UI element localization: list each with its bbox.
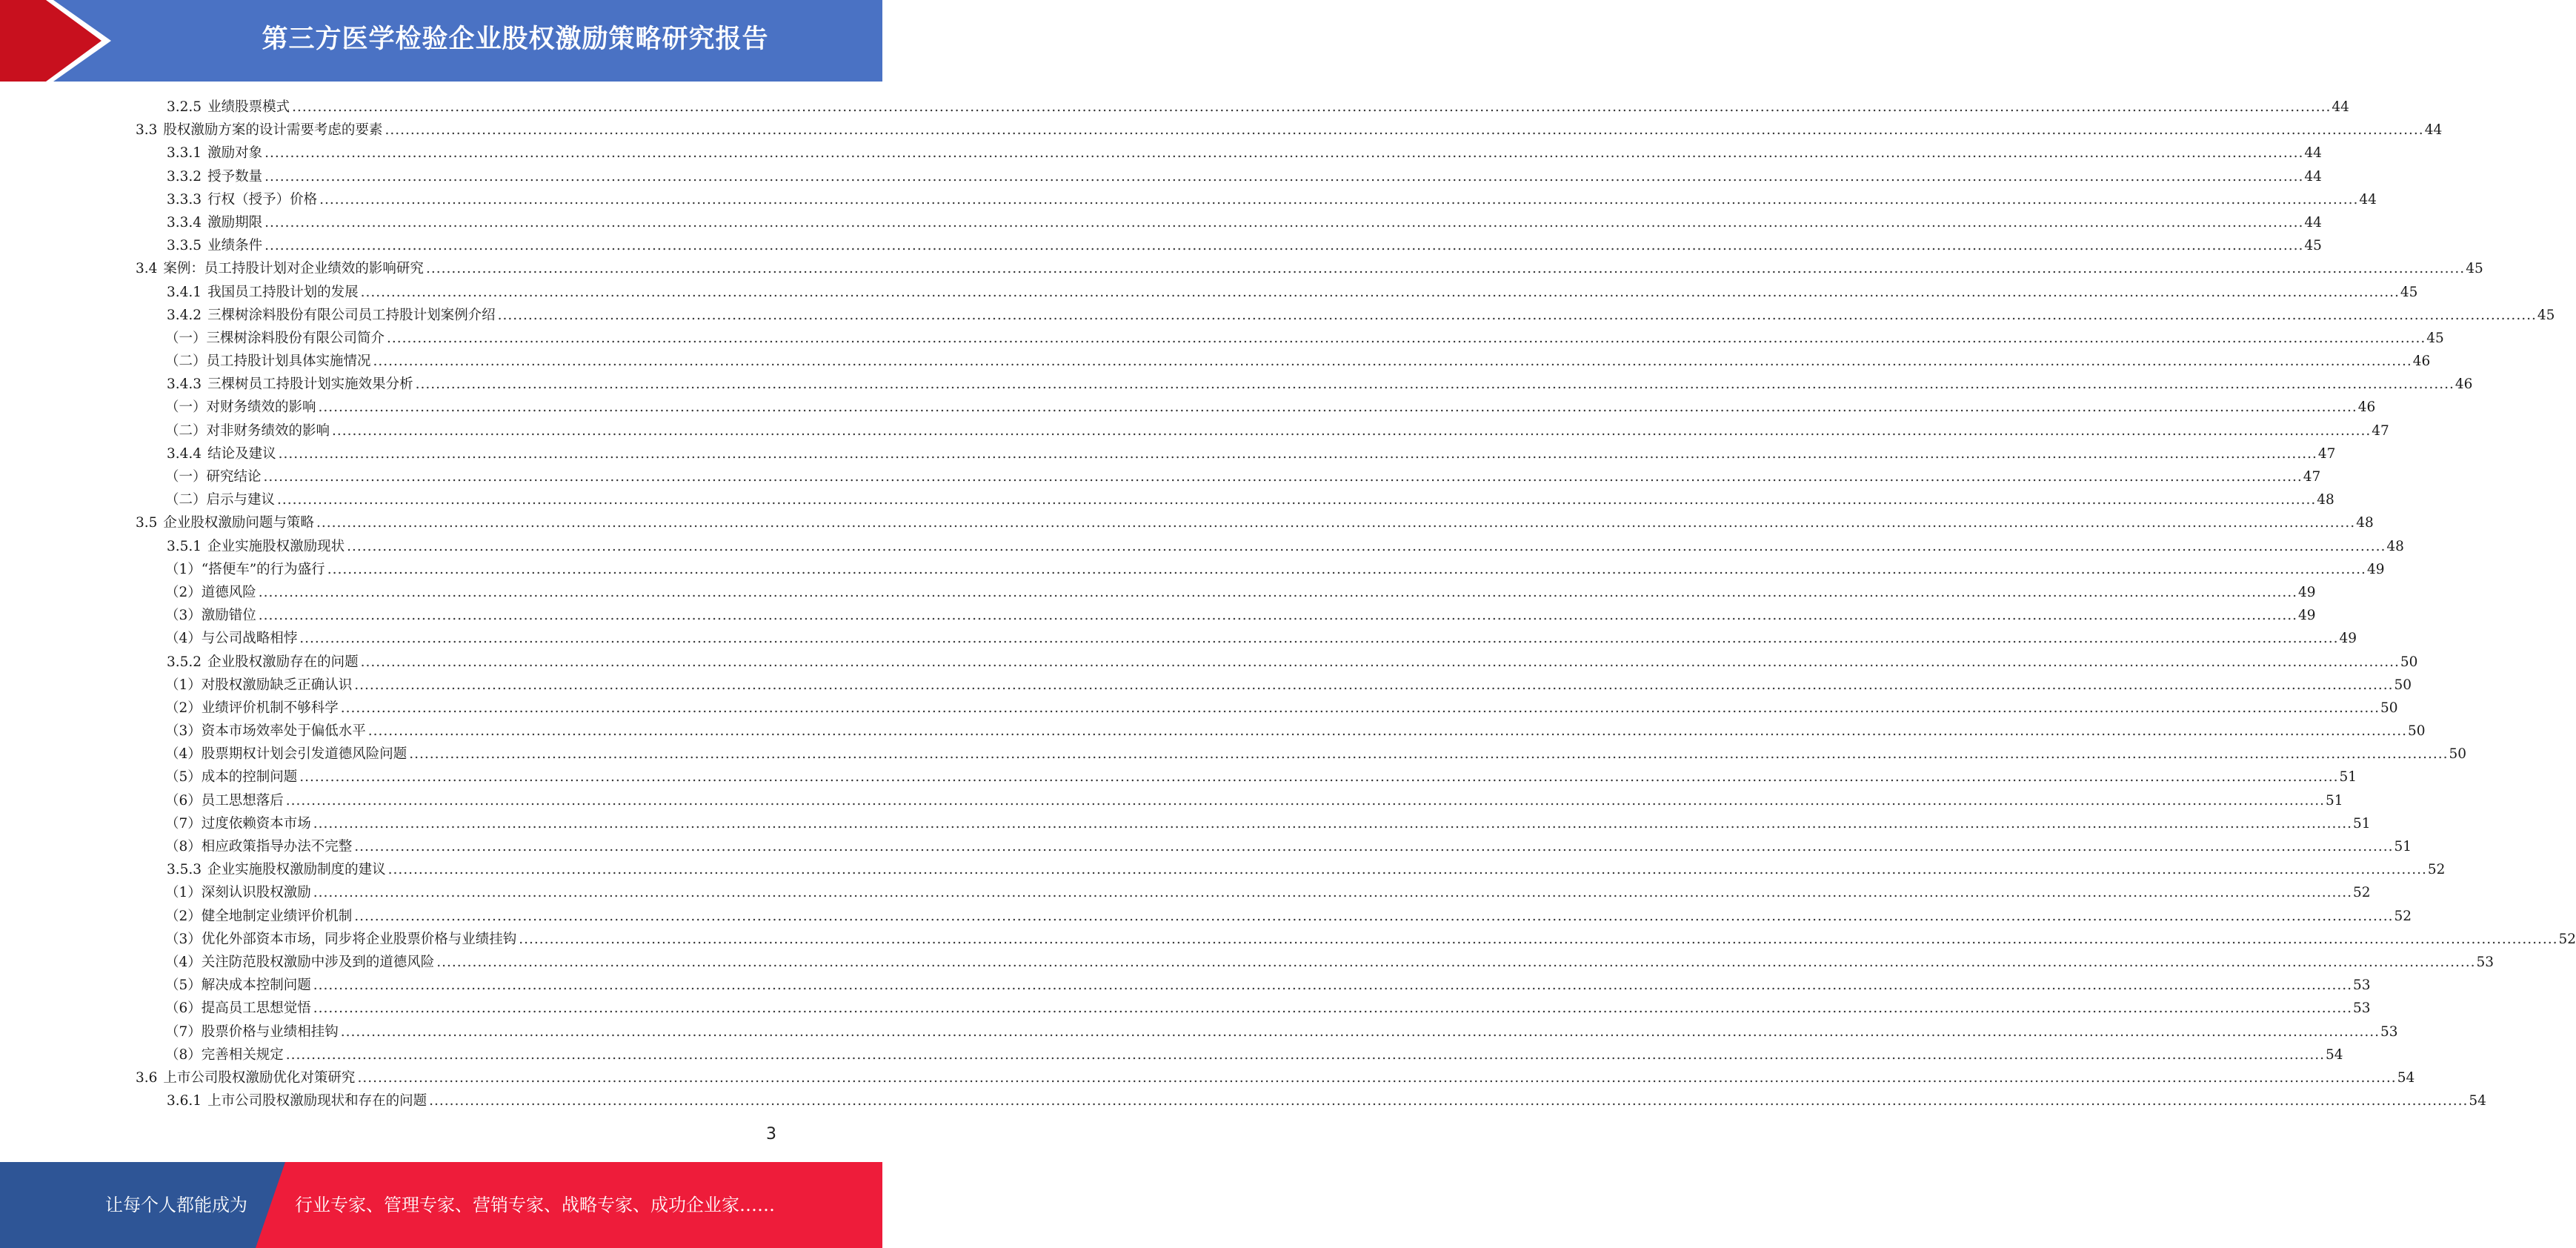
toc-entry[interactable] (0, 419, 2389, 442)
toc-dot-leader: ................................................................................................................................................................................................................................................................................................................................................................................................................ (264, 145, 2304, 162)
toc-dot-leader: ................................................................................................................................................................................................................................................................................................................................................................................................................ (316, 515, 2356, 531)
toc-page-number: 54 (2469, 1093, 2486, 1109)
toc-dot-leader: ................................................................................................................................................................................................................................................................................................................................................................................................................ (409, 746, 2449, 763)
toc-page-number: 49 (2339, 631, 2357, 647)
toc-dot-leader: ................................................................................................................................................................................................................................................................................................................................................................................................................ (497, 307, 2537, 323)
toc-section-number: 3.4.3 (167, 376, 202, 393)
toc-entry[interactable] (0, 651, 2418, 674)
toc-dot-leader: ................................................................................................................................................................................................................................................................................................................................................................................................................ (264, 214, 2304, 230)
toc-entry[interactable] (0, 581, 2316, 604)
toc-entry[interactable] (0, 858, 2446, 881)
toc-title: （6）提高员工思想觉悟 (165, 1000, 311, 1017)
toc-page-number: 45 (2537, 307, 2555, 323)
toc-dot-leader: ................................................................................................................................................................................................................................................................................................................................................................................................................ (278, 445, 2317, 462)
toc-dot-leader: ................................................................................................................................................................................................................................................................................................................................................................................................................ (387, 862, 2427, 878)
toc-dot-leader: ................................................................................................................................................................................................................................................................................................................................................................................................................ (285, 792, 2326, 809)
toc-title: （一）对财务绩效的影响 (165, 399, 316, 416)
toc-dot-leader: ................................................................................................................................................................................................................................................................................................................................................................................................................ (299, 769, 2339, 786)
toc-section-number: 3.4.4 (167, 445, 202, 462)
toc-page-number: 53 (2380, 1023, 2398, 1040)
toc-dot-leader: ................................................................................................................................................................................................................................................................................................................................................................................................................ (436, 954, 2476, 970)
toc-title: 案例：员工持股计划对企业绩效的影响研究 (163, 261, 424, 277)
toc-entry[interactable] (0, 627, 2357, 650)
toc-page-number: 52 (2427, 862, 2446, 878)
toc-entry[interactable] (0, 257, 2483, 280)
toc-section-number: 3.5.3 (167, 862, 202, 878)
toc-entry[interactable] (0, 720, 2426, 743)
toc-dot-leader: ................................................................................................................................................................................................................................................................................................................................................................................................................ (347, 538, 2386, 554)
toc-dot-leader: ................................................................................................................................................................................................................................................................................................................................................................................................................ (373, 354, 2412, 370)
toc-dot-leader: ................................................................................................................................................................................................................................................................................................................................................................................................................ (313, 978, 2353, 994)
toc-entry[interactable] (0, 142, 2322, 165)
toc-page-number: 50 (2380, 700, 2398, 716)
toc-dot-leader: ................................................................................................................................................................................................................................................................................................................................................................................................................ (319, 191, 2359, 208)
toc-title: （1）深刻认识股权激励 (165, 885, 311, 901)
toc-title: （一）研究结论 (165, 469, 262, 485)
toc-title: （8）相应政策指导办法不完整 (165, 839, 353, 854)
toc-page-number: 44 (2304, 145, 2322, 162)
toc-page-number: 47 (2372, 422, 2389, 439)
toc-section-number: 3.3.2 (167, 168, 202, 185)
toc-entry[interactable] (0, 974, 2371, 997)
toc-title: 上市公司股权激励优化对策研究 (163, 1069, 356, 1086)
toc-page-number: 48 (2356, 515, 2374, 531)
toc-title: 企业股权激励存在的问题 (207, 654, 359, 670)
toc-page-number: 49 (2298, 584, 2316, 600)
header-bar (0, 0, 882, 82)
toc-page-number: 50 (2449, 746, 2467, 763)
page-number: 3 (766, 1125, 776, 1144)
toc-entry[interactable] (0, 789, 2343, 812)
toc-title: 业绩条件 (207, 238, 263, 254)
toc-dot-leader: ................................................................................................................................................................................................................................................................................................................................................................................................................ (313, 815, 2353, 832)
chevron-arrow-icon (0, 0, 111, 82)
toc-entry[interactable] (0, 951, 2495, 974)
toc-title: （二）对非财务绩效的影响 (165, 422, 330, 439)
toc-title: （4）与公司战略相悖 (165, 631, 298, 647)
toc-page-number: 46 (2454, 376, 2473, 393)
toc-page-number: 51 (2353, 815, 2371, 832)
toc-entry[interactable] (0, 1066, 2415, 1089)
toc-section-number: 3.3.1 (167, 145, 202, 162)
toc-dot-leader: ................................................................................................................................................................................................................................................................................................................................................................................................................ (425, 261, 2466, 277)
toc-title: 企业实施股权激励制度的建议 (207, 862, 386, 878)
toc-page-number: 50 (2394, 677, 2412, 693)
toc-title: 三棵树涂料股份有限公司员工持股计划案例介绍 (207, 307, 496, 323)
toc-page-number: 53 (2353, 1000, 2371, 1017)
toc-page-number: 53 (2476, 954, 2495, 970)
toc-section-number: 3.3.4 (167, 214, 202, 230)
toc-section-number: 3.4.1 (167, 284, 202, 300)
toc-section-number: 3.4.2 (167, 307, 202, 323)
toc-title: （5）成本的控制问题 (165, 769, 298, 786)
toc-dot-leader: ................................................................................................................................................................................................................................................................................................................................................................................................................ (340, 1023, 2380, 1040)
toc-page-number: 51 (2339, 769, 2357, 786)
toc-entry[interactable] (0, 350, 2431, 373)
toc-dot-leader: ................................................................................................................................................................................................................................................................................................................................................................................................................ (340, 700, 2380, 716)
toc-dot-leader: ................................................................................................................................................................................................................................................................................................................................................................................................................ (258, 608, 2298, 624)
toc-entry[interactable] (0, 442, 2336, 465)
toc-page-number: 49 (2298, 608, 2316, 624)
toc-entry[interactable] (0, 234, 2322, 257)
toc-page-number: 46 (2412, 354, 2431, 370)
toc-dot-leader: ................................................................................................................................................................................................................................................................................................................................................................................................................ (357, 1069, 2397, 1086)
toc-page-number: 51 (2394, 839, 2412, 854)
toc-page-number: 52 (2558, 931, 2576, 947)
toc-page-number: 50 (2400, 654, 2418, 670)
toc-dot-leader: ................................................................................................................................................................................................................................................................................................................................................................................................................ (429, 1093, 2469, 1109)
footer-banner (0, 1162, 882, 1248)
toc-page-number: 44 (2332, 99, 2349, 115)
toc-entry[interactable] (0, 281, 2418, 304)
toc-page-number: 52 (2353, 885, 2371, 901)
toc-entry[interactable] (0, 373, 2473, 396)
toc-page-number: 54 (2326, 1046, 2343, 1063)
toc-section-number: 3.5.2 (167, 654, 202, 670)
toc-title: 业绩股票模式 (207, 99, 290, 115)
toc-section-number: 3.3.3 (167, 191, 202, 208)
toc-entry[interactable] (0, 211, 2322, 234)
toc-title: 行权（授予）价格 (207, 191, 318, 208)
toc-title: 结论及建议 (207, 445, 276, 462)
toc-title: 授予数量 (207, 168, 263, 185)
toc-title: 激励期限 (207, 214, 263, 230)
toc-page-number: 51 (2326, 792, 2343, 809)
toc-page-number: 44 (2359, 191, 2377, 208)
toc-entry[interactable] (0, 743, 2467, 766)
toc-title: （2）道德风险 (165, 584, 256, 600)
toc-dot-leader: ................................................................................................................................................................................................................................................................................................................................................................................................................ (258, 584, 2298, 600)
toc-dot-leader: ................................................................................................................................................................................................................................................................................................................................................................................................................ (318, 399, 2357, 416)
toc-section-number: 3.5.1 (167, 538, 202, 554)
toc-dot-leader: ................................................................................................................................................................................................................................................................................................................................................................................................................ (264, 168, 2304, 185)
toc-dot-leader: ................................................................................................................................................................................................................................................................................................................................................................................................................ (285, 1046, 2326, 1063)
toc-page-number: 45 (2466, 261, 2483, 277)
toc-dot-leader: ................................................................................................................................................................................................................................................................................................................................................................................................................ (367, 723, 2408, 740)
toc-title: （1）对股权激励缺乏正确认识 (165, 677, 353, 693)
document-title: 第三方医学检验企业股权激励策略研究报告 (262, 24, 769, 54)
toc-section-number: 3.6.1 (167, 1093, 202, 1109)
toc-dot-leader: ................................................................................................................................................................................................................................................................................................................................................................................................................ (354, 839, 2394, 854)
toc-page-number: 44 (2424, 122, 2443, 139)
toc-page-number: 47 (2303, 469, 2321, 485)
toc-title: （5）解决成本控制问题 (165, 978, 311, 994)
toc-title: 三棵树员工持股计划实施效果分析 (207, 376, 413, 393)
toc-page-number: 48 (2386, 538, 2404, 554)
toc-title: 我国员工持股计划的发展 (207, 284, 359, 300)
toc-entry[interactable] (0, 604, 2316, 627)
toc-entry[interactable] (0, 766, 2357, 789)
toc-page-number: 44 (2304, 168, 2322, 185)
toc-section-number: 3.2.5 (167, 99, 202, 115)
toc-page-number: 45 (2426, 330, 2444, 346)
toc-title: 股权激励方案的设计需要考虑的要素 (163, 122, 383, 139)
toc-entry[interactable] (0, 188, 2377, 211)
toc-title: （二）员工持股计划具体实施情况 (165, 354, 371, 370)
toc-title: （3）优化外部资本市场，同步将企业股票价格与业绩挂钩 (165, 931, 517, 947)
toc-section-number: 3.6 (136, 1069, 158, 1086)
toc-title: （4）股票期权计划会引发道德风险问题 (165, 746, 407, 763)
toc-dot-leader: ................................................................................................................................................................................................................................................................................................................................................................................................................ (415, 376, 2454, 393)
toc-title: （8）完善相关规定 (165, 1046, 284, 1063)
toc-entry[interactable] (0, 558, 2385, 581)
toc-page-number: 45 (2304, 238, 2322, 254)
toc-title: 企业股权激励问题与策略 (163, 515, 314, 531)
toc-dot-leader: ................................................................................................................................................................................................................................................................................................................................................................................................................ (277, 492, 2317, 508)
toc-section-number: 3.3 (136, 122, 158, 139)
toc-title: （2）业绩评价机制不够科学 (165, 700, 339, 716)
toc-dot-leader: ................................................................................................................................................................................................................................................................................................................................................................................................................ (360, 654, 2400, 670)
footer-slogan-left: 让每个人都能成为 (105, 1195, 247, 1215)
toc-entry[interactable] (0, 905, 2412, 928)
toc-page-number: 54 (2397, 1069, 2415, 1086)
toc-entry[interactable] (0, 96, 2349, 119)
toc-page-number: 46 (2357, 399, 2376, 416)
toc-entry[interactable] (0, 511, 2374, 534)
toc-page-number: 45 (2400, 284, 2418, 300)
toc-title: （一）三棵树涂料股份有限公司简介 (165, 330, 385, 346)
toc-dot-leader: ................................................................................................................................................................................................................................................................................................................................................................................................................ (299, 631, 2339, 647)
toc-title: （7）股票价格与业绩相挂钩 (165, 1023, 339, 1040)
toc-entry[interactable] (0, 488, 2334, 511)
toc-entry[interactable] (0, 465, 2321, 488)
toc-page-number: 47 (2317, 445, 2336, 462)
toc-dot-leader: ................................................................................................................................................................................................................................................................................................................................................................................................................ (264, 238, 2304, 254)
toc-page-number: 49 (2366, 561, 2385, 577)
toc-entry[interactable] (0, 1043, 2343, 1066)
toc-title: （7）过度依赖资本市场 (165, 815, 311, 832)
toc-entry[interactable] (0, 835, 2412, 858)
toc-entry[interactable] (0, 327, 2444, 350)
toc-entry[interactable] (0, 997, 2371, 1020)
toc-dot-leader: ................................................................................................................................................................................................................................................................................................................................................................................................................ (354, 908, 2394, 924)
toc-title: （3）资本市场效率处于偏低水平 (165, 723, 366, 740)
toc-title: （二）启示与建议 (165, 492, 276, 508)
toc-entry[interactable] (0, 697, 2398, 720)
toc-page-number: 52 (2394, 908, 2412, 924)
toc-dot-leader: ................................................................................................................................................................................................................................................................................................................................................................................................................ (313, 1000, 2353, 1017)
toc-entry[interactable] (0, 674, 2412, 697)
toc-section-number: 3.3.5 (167, 238, 202, 254)
table-of-contents (0, 96, 2576, 1112)
toc-entry[interactable] (0, 812, 2371, 835)
toc-entry[interactable] (0, 304, 2555, 327)
footer-slogan-right: 行业专家、管理专家、营销专家、战略专家、成功企业家…… (295, 1195, 775, 1215)
toc-entry[interactable] (0, 535, 2404, 558)
toc-dot-leader: ................................................................................................................................................................................................................................................................................................................................................................................................................ (360, 284, 2400, 300)
toc-dot-leader: ................................................................................................................................................................................................................................................................................................................................................................................................................ (385, 122, 2424, 139)
toc-title: （6）员工思想落后 (165, 792, 284, 809)
toc-entry[interactable] (0, 119, 2443, 142)
toc-dot-leader: ................................................................................................................................................................................................................................................................................................................................................................................................................ (313, 885, 2353, 901)
toc-dot-leader: ................................................................................................................................................................................................................................................................................................................................................................................................................ (327, 561, 2366, 577)
toc-title: 上市公司股权激励现状和存在的问题 (207, 1093, 427, 1109)
toc-dot-leader: ................................................................................................................................................................................................................................................................................................................................................................................................................ (292, 99, 2332, 115)
toc-entry[interactable] (0, 881, 2371, 904)
toc-section-number: 3.4 (136, 261, 158, 277)
toc-title: （4）关注防范股权激励中涉及到的道德风险 (165, 954, 435, 970)
toc-title: （2）健全地制定业绩评价机制 (165, 908, 353, 924)
toc-entry[interactable] (0, 1089, 2486, 1112)
toc-dot-leader: ................................................................................................................................................................................................................................................................................................................................................................................................................ (263, 469, 2303, 485)
toc-title: （1）“搭便车”的行为盛行 (165, 561, 325, 577)
toc-title: （3）激励错位 (165, 608, 256, 624)
toc-page-number: 48 (2317, 492, 2334, 508)
toc-entry[interactable] (0, 396, 2376, 419)
toc-page-number: 53 (2353, 978, 2371, 994)
toc-entry[interactable] (0, 928, 2576, 951)
toc-dot-leader: ................................................................................................................................................................................................................................................................................................................................................................................................................ (354, 677, 2394, 693)
toc-page-number: 44 (2304, 214, 2322, 230)
toc-section-number: 3.5 (136, 515, 158, 531)
toc-entry[interactable] (0, 1020, 2398, 1043)
toc-dot-leader: ................................................................................................................................................................................................................................................................................................................................................................................................................ (387, 330, 2426, 346)
toc-entry[interactable] (0, 165, 2322, 188)
toc-title: 企业实施股权激励现状 (207, 538, 345, 554)
toc-dot-leader: ................................................................................................................................................................................................................................................................................................................................................................................................................ (519, 931, 2558, 947)
toc-title: 激励对象 (207, 145, 263, 162)
toc-page-number: 50 (2408, 723, 2426, 740)
toc-dot-leader: ................................................................................................................................................................................................................................................................................................................................................................................................................ (332, 422, 2372, 439)
